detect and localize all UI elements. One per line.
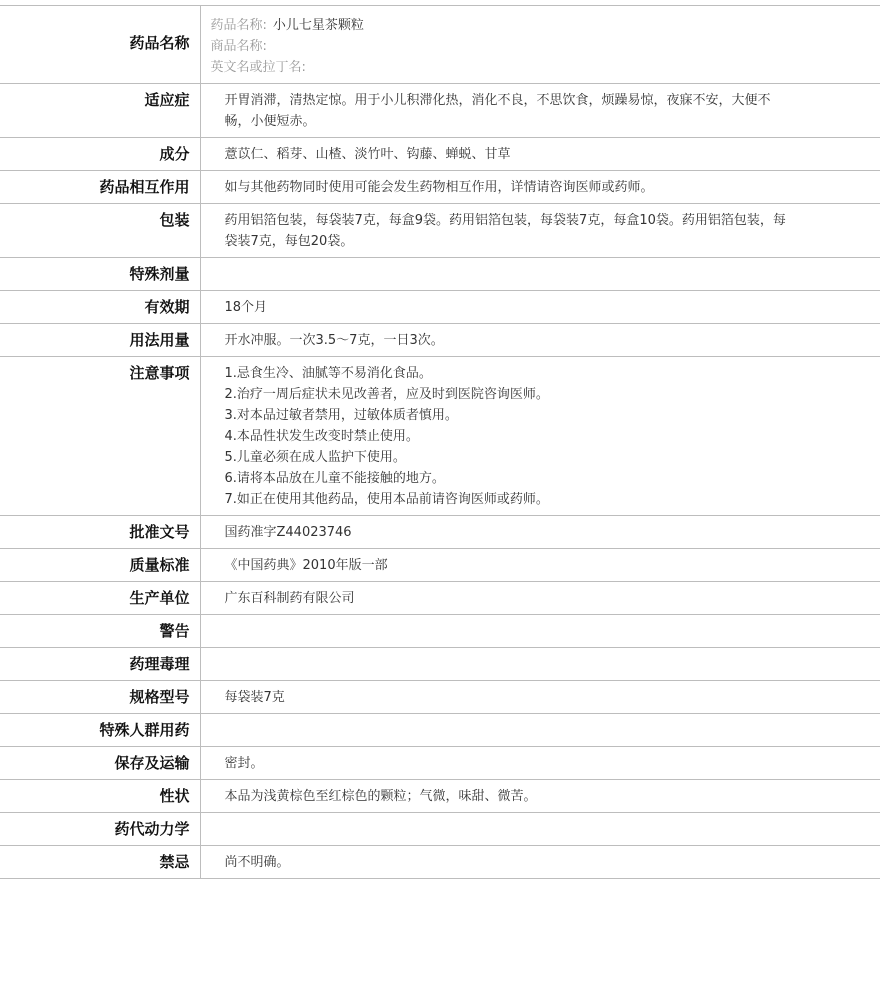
spec-row	[0, 615, 880, 648]
spec-row	[0, 516, 880, 549]
generic-name-label: 药品名称:	[210, 18, 267, 33]
spec-value	[200, 357, 880, 516]
spec-label: 特殊剂量	[0, 258, 200, 291]
spec-row	[0, 138, 880, 171]
precaution-item: 2.治疗一周后症状未见改善者，应及时到医院咨询医师。	[224, 387, 549, 402]
spec-value	[200, 813, 880, 846]
spec-row	[0, 648, 880, 681]
spec-row	[0, 714, 880, 747]
spec-label: 药品相互作用	[0, 171, 200, 204]
precaution-item: 1.忌食生冷、油腻等不易消化食品。	[224, 366, 432, 381]
spec-value: 尚不明确。	[200, 846, 880, 879]
spec-label: 特殊人群用药	[0, 714, 200, 747]
spec-row	[0, 549, 880, 582]
drug-spec-table	[0, 5, 880, 879]
spec-label: 批准文号	[0, 516, 200, 549]
spec-value: 国药准字Z44023746	[200, 516, 880, 549]
spec-label: 成分	[0, 138, 200, 171]
spec-label: 包装	[0, 204, 200, 258]
spec-value	[200, 615, 880, 648]
spec-value	[200, 258, 880, 291]
empty-value	[225, 720, 791, 741]
spec-value: 薏苡仁、稻芽、山楂、淡竹叶、钩藤、蝉蜕、甘草	[200, 138, 880, 171]
empty-value	[225, 621, 791, 642]
spec-value: 密封。	[200, 747, 880, 780]
row-product-name	[0, 6, 880, 84]
spec-label: 质量标准	[0, 549, 200, 582]
spec-label: 用法用量	[0, 324, 200, 357]
precaution-item: 5.儿童必须在成人监护下使用。	[224, 450, 406, 465]
spec-table-body	[0, 6, 880, 879]
spec-row	[0, 291, 880, 324]
spec-label: 警告	[0, 615, 200, 648]
spec-label: 适应症	[0, 84, 200, 138]
empty-value	[225, 264, 791, 285]
spec-value: 药用铝箔包装，每袋装7克，每盒9袋。药用铝箔包装，每袋装7克，每盒10袋。药用铝箔包装，每袋装7克，每包20袋。	[200, 204, 880, 258]
spec-row	[0, 780, 880, 813]
spec-label: 保存及运输	[0, 747, 200, 780]
spec-value: 18个月	[200, 291, 880, 324]
spec-value: 开水冲服。一次3.5～7克，一日3次。	[200, 324, 880, 357]
spec-label: 药代动力学	[0, 813, 200, 846]
label-product-name: 药品名称	[0, 6, 200, 84]
spec-label: 生产单位	[0, 582, 200, 615]
spec-label: 规格型号	[0, 681, 200, 714]
empty-value	[225, 654, 791, 675]
english-name-label: 英文名或拉丁名:	[210, 60, 306, 75]
spec-label: 注意事项	[0, 357, 200, 516]
spec-value: 每袋装7克	[200, 681, 880, 714]
product-name-cell	[200, 6, 880, 84]
spec-row	[0, 357, 880, 516]
spec-row	[0, 681, 880, 714]
spec-row	[0, 582, 880, 615]
spec-label: 禁忌	[0, 846, 200, 879]
precaution-item: 6.请将本品放在儿童不能接触的地方。	[224, 471, 445, 486]
spec-value: 本品为浅黄棕色至红棕色的颗粒；气微，味甜、微苦。	[200, 780, 880, 813]
spec-row	[0, 204, 880, 258]
spec-value: 开胃消滞，清热定惊。用于小儿积滞化热，消化不良，不思饮食，烦躁易惊，夜寐不安，大便不畅，小便短赤。	[200, 84, 880, 138]
spec-row	[0, 747, 880, 780]
spec-label: 药理毒理	[0, 648, 200, 681]
spec-label: 有效期	[0, 291, 200, 324]
spec-value: 《中国药典》2010年版一部	[200, 549, 880, 582]
spec-value	[200, 648, 880, 681]
generic-name-value: 小儿七星茶颗粒	[272, 18, 364, 33]
generic-name-line	[211, 15, 791, 36]
empty-value	[225, 819, 791, 840]
spec-value: 广东百科制药有限公司	[200, 582, 880, 615]
spec-row	[0, 813, 880, 846]
precaution-item: 4.本品性状发生改变时禁止使用。	[224, 429, 419, 444]
spec-value	[200, 714, 880, 747]
trade-name-label: 商品名称:	[210, 39, 267, 54]
spec-row	[0, 171, 880, 204]
precaution-item: 3.对本品过敏者禁用，过敏体质者慎用。	[224, 408, 458, 423]
spec-label: 性状	[0, 780, 200, 813]
precaution-item: 7.如正在使用其他药品，使用本品前请咨询医师或药师。	[224, 492, 549, 507]
spec-row	[0, 84, 880, 138]
spec-row	[0, 846, 880, 879]
spec-value: 如与其他药物同时使用可能会发生药物相互作用，详情请咨询医师或药师。	[200, 171, 880, 204]
spec-row	[0, 258, 880, 291]
spec-row	[0, 324, 880, 357]
